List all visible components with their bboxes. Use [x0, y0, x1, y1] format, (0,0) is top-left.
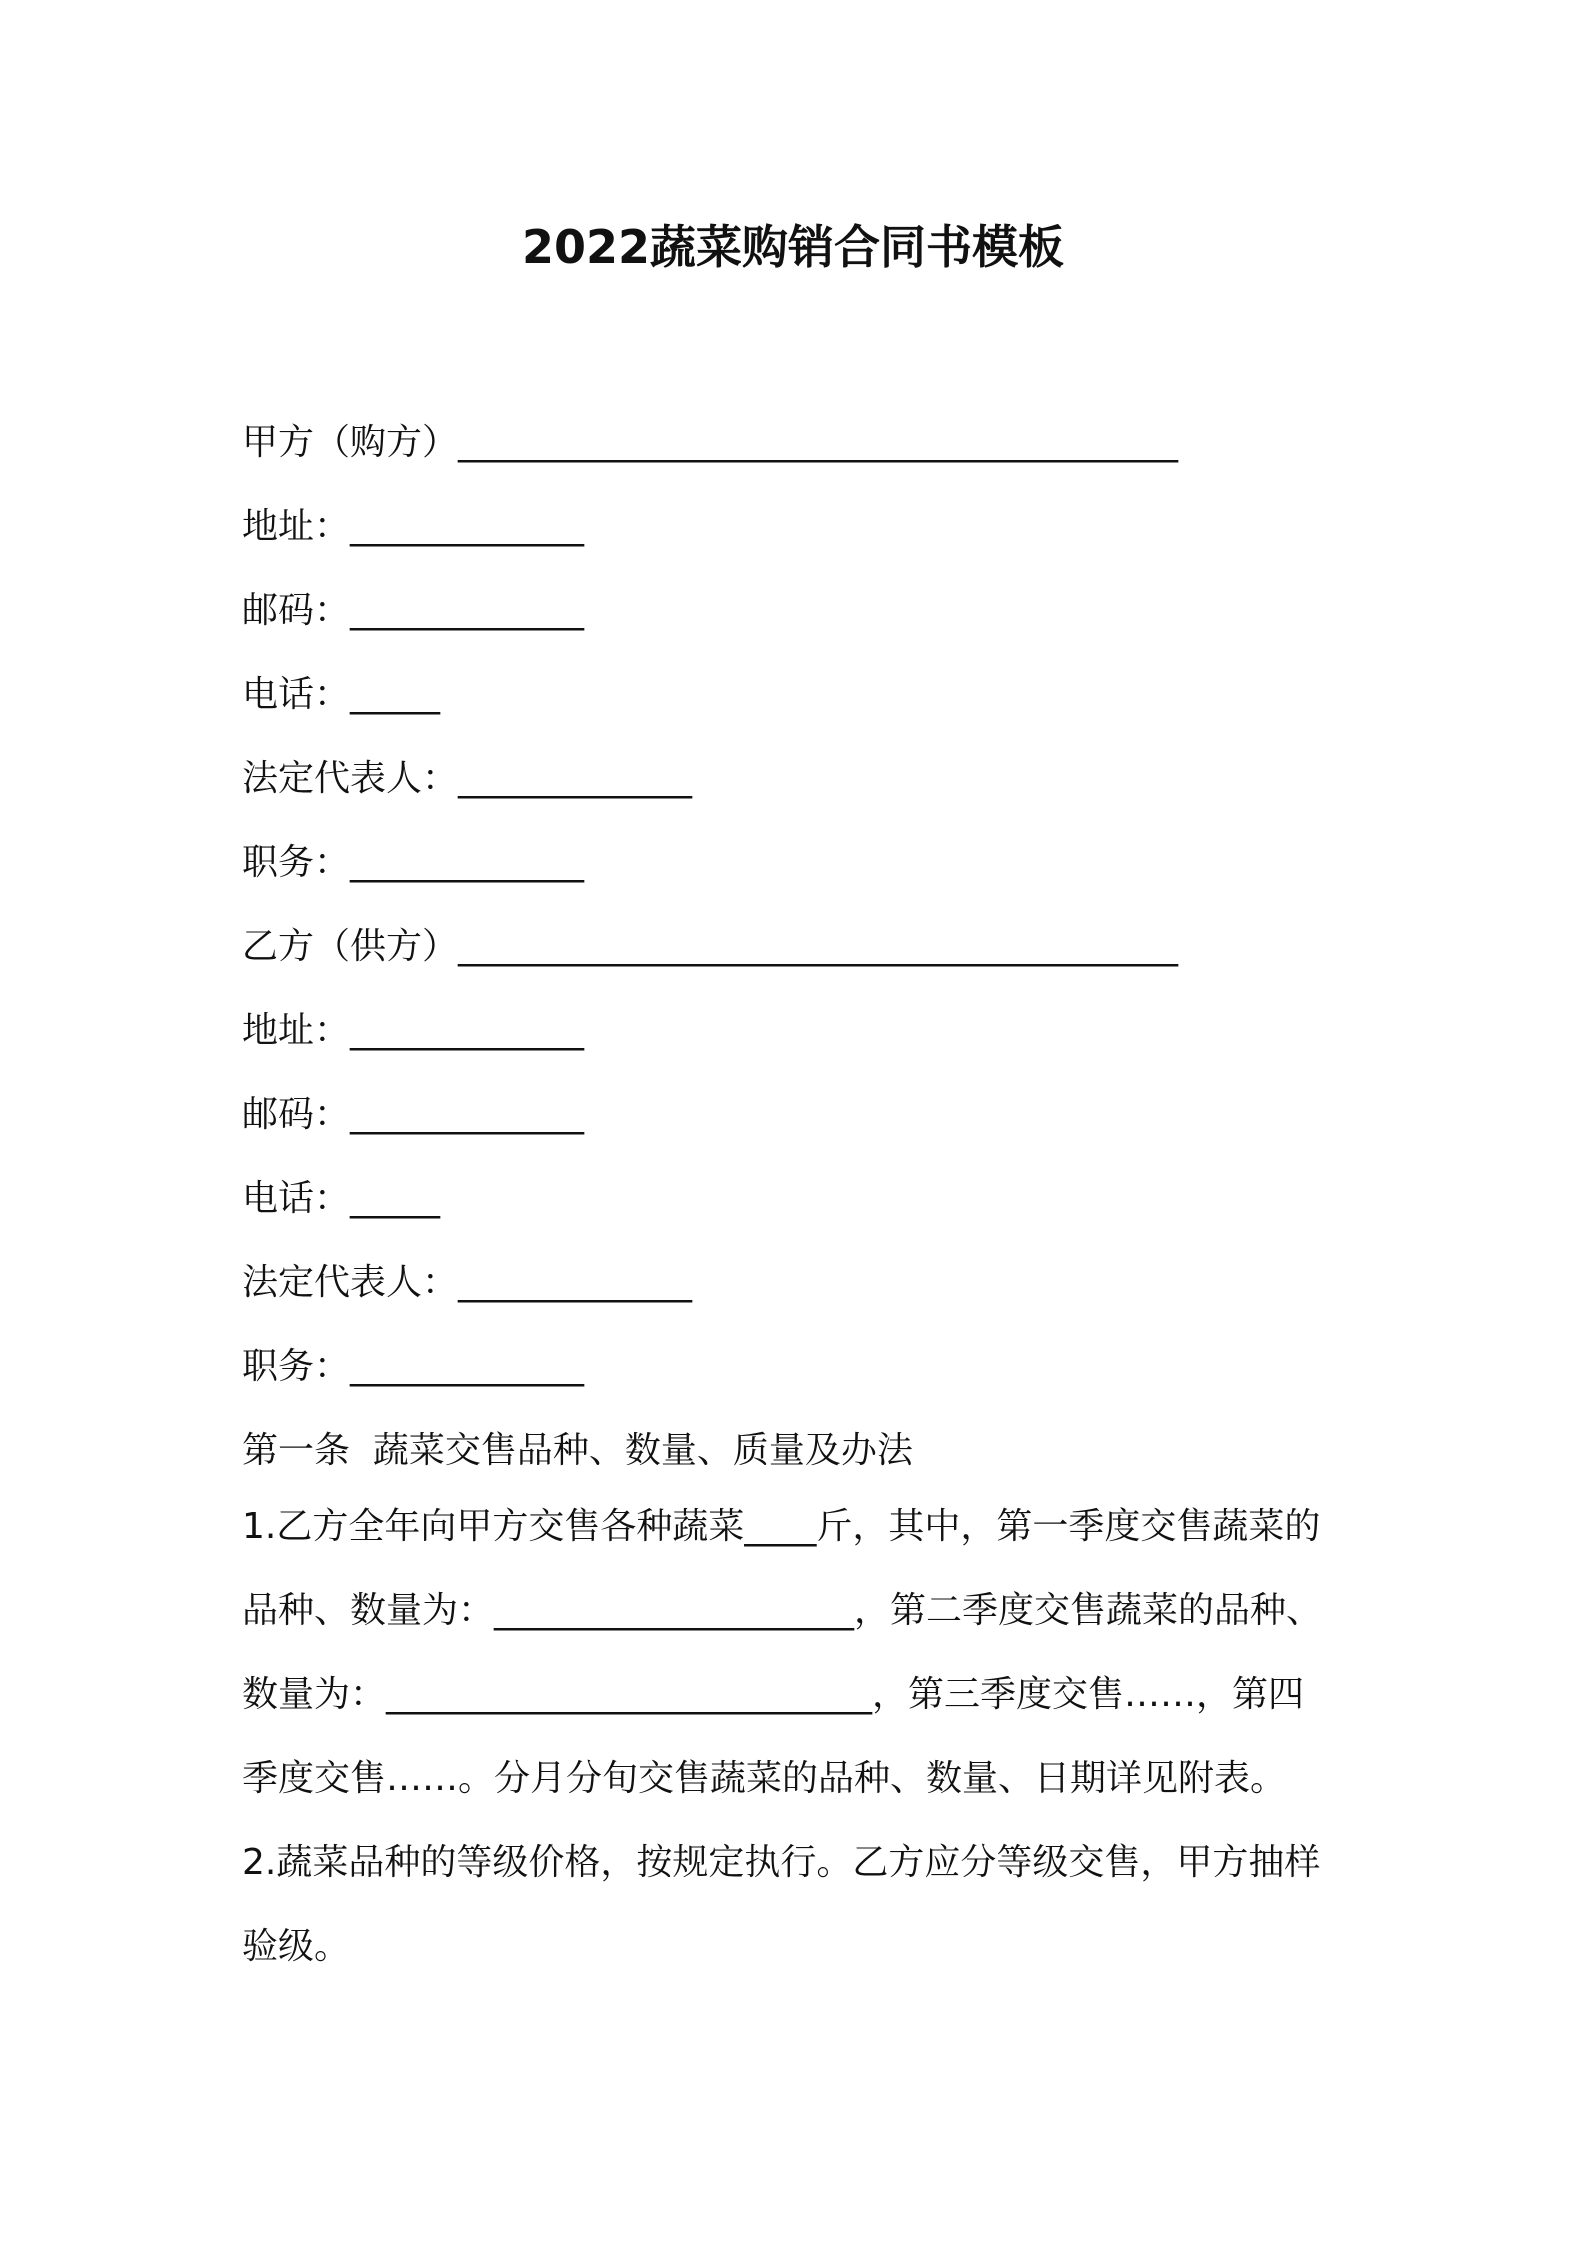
clause-2-paragraph: [242, 1821, 1362, 1989]
party-b-position-line: 职务：_____________: [242, 1346, 585, 1387]
party-a-phone-line: 电话：_____: [242, 674, 441, 715]
party-a-address-line: 地址：_____________: [242, 506, 585, 547]
clause-1-row: 品种、数量为：____________________，第二季度交售蔬菜的品种、: [242, 1590, 1323, 1631]
article-one-heading: 第一条 蔬菜交售品种、数量、质量及办法: [242, 1430, 913, 1471]
party-b-phone-line: 电话：_____: [242, 1178, 441, 1219]
party-a-name-line: 甲方（购方）________________________________________: [242, 422, 1179, 463]
clause-1-row: 1.乙方全年向甲方交售各种蔬菜____斤，其中，第一季度交售蔬菜的: [242, 1506, 1321, 1547]
party-a-postcode-line: 邮码：_____________: [242, 590, 585, 631]
clause-1-row: 数量为：___________________________，第三季度交售……，第四: [242, 1674, 1305, 1715]
party-b-name-line: 乙方（供方）________________________________________: [242, 926, 1179, 967]
party-a-legal-rep-line: 法定代表人：_____________: [242, 758, 693, 799]
party-b-address-line: 地址：_____________: [242, 1010, 585, 1051]
party-a-position-line: 职务：_____________: [242, 842, 585, 883]
party-b-legal-rep-line: 法定代表人：_____________: [242, 1262, 693, 1303]
party-b-postcode-line: 邮码：_____________: [242, 1094, 585, 1135]
document-title: 2022蔬菜购销合同书模板: [521, 220, 1065, 274]
clause-1-paragraph: [242, 1485, 1362, 1821]
clause-2-row: 验级。: [242, 1926, 351, 1967]
clause-1-row: 季度交售……。分月分旬交售蔬菜的品种、数量、日期详见附表。: [242, 1758, 1287, 1799]
clause-2-row: 2.蔬菜品种的等级价格，按规定执行。乙方应分等级交售，甲方抽样: [242, 1842, 1321, 1883]
